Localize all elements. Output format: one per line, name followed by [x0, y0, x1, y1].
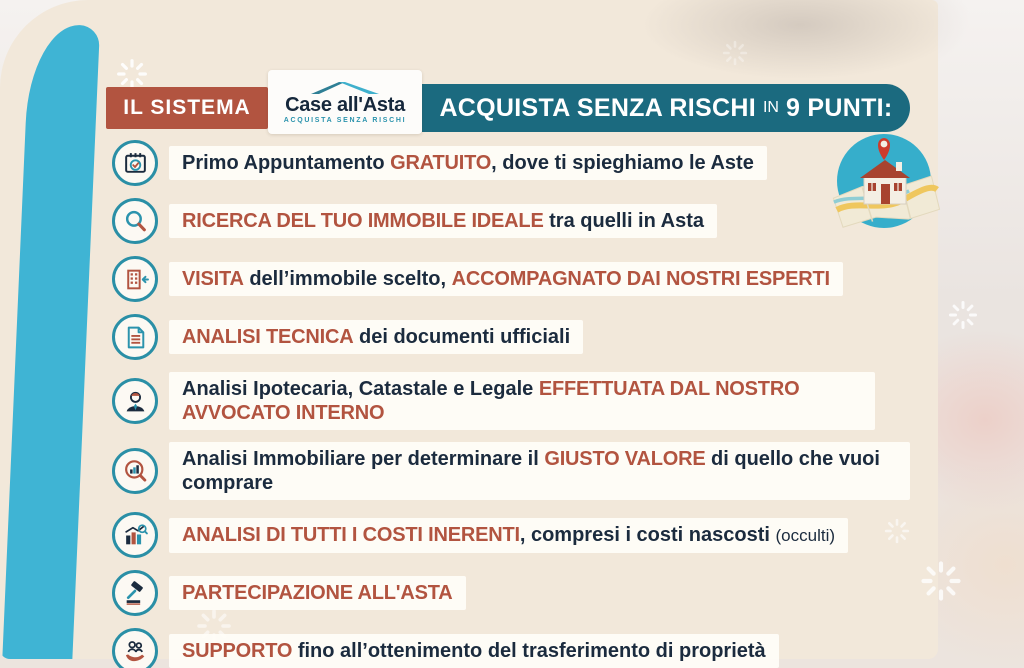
- list-item-7: [112, 512, 924, 558]
- item-text-segment: SUPPORTO: [182, 640, 293, 662]
- value-search-icon: [112, 448, 158, 494]
- item-text-segment: ACCOMPAGNATO DAI NOSTRI ESPERTI: [451, 268, 830, 290]
- kicker-badge: [106, 87, 268, 129]
- item-text-segment: ANALISI TECNICA: [182, 326, 354, 348]
- list-item-4: [112, 314, 924, 360]
- brand-logo: [268, 70, 422, 134]
- item-text: [169, 320, 583, 354]
- item-text-segment: EFFETTUATA DAL NOSTRO AVVOCATO INTERNO: [182, 378, 800, 424]
- item-text-segment: Analisi Ipotecaria, Catastale e Legale: [182, 378, 539, 400]
- points-list: [112, 140, 924, 668]
- item-text-segment: PARTECIPAZIONE ALL'ASTA: [182, 582, 453, 604]
- item-text-segment: GIUSTO VALORE: [544, 448, 706, 470]
- lawyer-icon: [112, 378, 158, 424]
- item-text: [169, 442, 910, 500]
- headline-banner: [422, 84, 910, 132]
- starburst-icon: [920, 560, 962, 602]
- item-text-segment: tra quelli in Asta: [543, 210, 704, 232]
- starburst-icon: [722, 40, 748, 66]
- list-item-6: [112, 442, 924, 500]
- item-text-segment: ANALISI DI TUTTI I COSTI INERENTI: [182, 523, 520, 546]
- item-text: [169, 518, 848, 553]
- list-item-2: [112, 198, 924, 244]
- left-accent-bar: [0, 23, 100, 659]
- brand-tagline: ACQUISTA SENZA RISCHI: [283, 116, 407, 124]
- item-text: [169, 372, 875, 430]
- item-text: [169, 634, 779, 668]
- list-item-8: [112, 570, 924, 616]
- building-visit-icon: [112, 256, 158, 302]
- list-item-9: [112, 628, 924, 668]
- item-text: [169, 262, 843, 296]
- item-text-segment: , compresi i costi nascosti: [519, 523, 776, 546]
- headline-points: 9 PUNTI:: [785, 93, 893, 122]
- item-text-segment: Primo Appuntamento: [182, 152, 391, 174]
- brand-name: Case all'Asta: [285, 93, 405, 116]
- item-text: [169, 146, 767, 180]
- calendar-check-icon: [112, 140, 158, 186]
- headline-connector: IN: [762, 99, 779, 116]
- item-text-segment: GRATUITO: [390, 152, 492, 174]
- starburst-icon: [948, 300, 978, 330]
- item-text-segment: dei documenti ufficiali: [353, 326, 571, 348]
- item-text: [169, 576, 466, 610]
- list-item-3: [112, 256, 924, 302]
- item-text-segment: dell’immobile scelto,: [243, 268, 452, 290]
- roof-icon: [309, 81, 381, 95]
- list-item-1: [112, 140, 924, 186]
- kicker-label: IL SISTEMA: [123, 96, 251, 119]
- item-text-segment: VISITA: [182, 268, 244, 290]
- costs-chart-icon: [112, 512, 158, 558]
- support-hand-icon: [112, 628, 158, 668]
- item-text-segment: (occulti): [775, 525, 836, 545]
- house-on-map-illustration: [826, 130, 946, 234]
- headline-main: ACQUISTA SENZA RISCHI: [439, 93, 756, 122]
- starburst-icon: [116, 58, 148, 90]
- gavel-icon: [112, 570, 158, 616]
- item-text-segment: RICERCA DEL TUO IMMOBILE IDEALE: [182, 210, 544, 232]
- document-icon: [112, 314, 158, 360]
- background-blur-blob: [640, 0, 938, 80]
- item-text-segment: di quello che vuoi comprare: [182, 448, 880, 494]
- list-item-5: [112, 372, 924, 430]
- item-text-segment: , dove ti spieghiamo le Aste: [491, 152, 754, 174]
- item-text-segment: Analisi Immobiliare per determinare il: [182, 448, 545, 470]
- magnifier-icon: [112, 198, 158, 244]
- item-text: [169, 204, 717, 238]
- item-text-segment: fino all’ottenimento del trasferimento di proprietà: [292, 640, 766, 662]
